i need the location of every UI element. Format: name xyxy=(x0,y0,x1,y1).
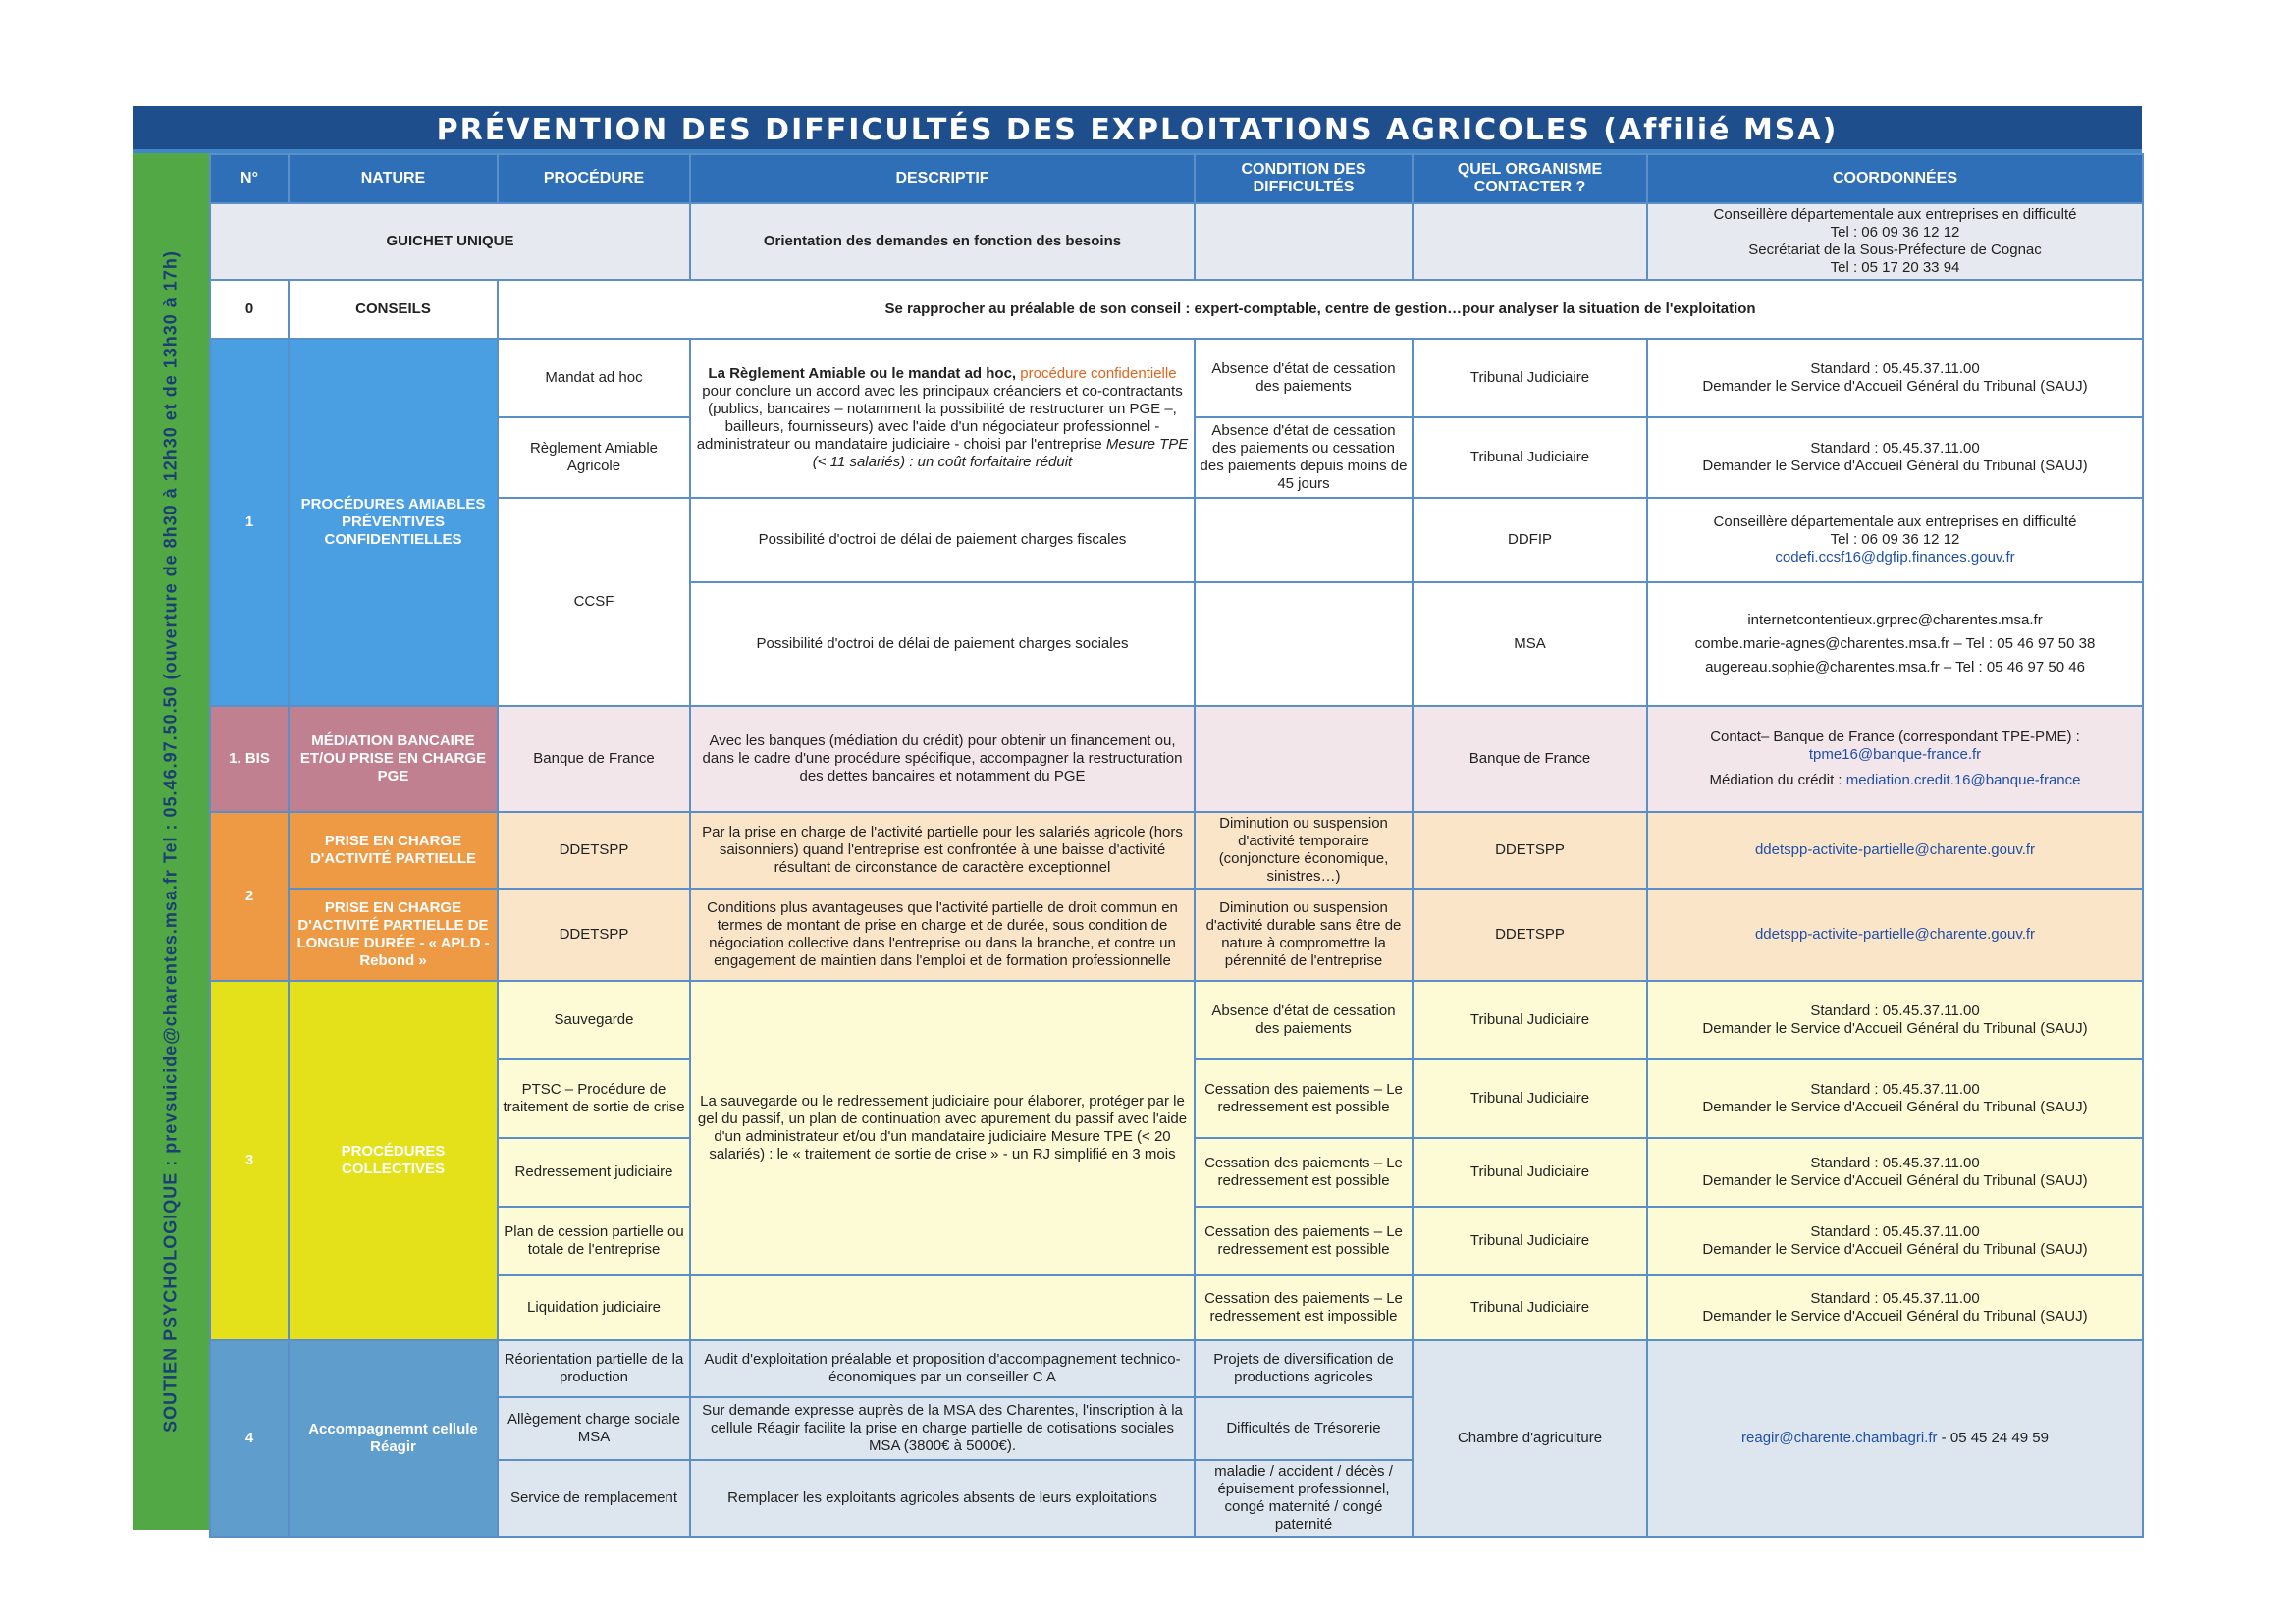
group2-nature-b: PRISE EN CHARGE D'ACTIVITÉ PARTIELLE DE LONGUE DURÉE - « APLD - Rebond » xyxy=(289,889,498,981)
org-ptsc: Tribunal Judiciaire xyxy=(1413,1059,1647,1138)
coord-ddfip-1: Conseillère départementale aux entreprises en difficulté xyxy=(1713,514,2077,530)
org-ddetspp-a: DDETSPP xyxy=(1413,812,1647,889)
coord-ddetspp-b[interactable]: ddetspp-activite-partielle@charente.gouv.fr xyxy=(1647,889,2143,981)
coord-mandat-std: Standard : 05.45.37.11.00 xyxy=(1810,360,1980,377)
coord-bdf-email[interactable]: tpme16@banque-france.fr xyxy=(1808,746,1982,763)
desc-collectives: La sauvegarde ou le redressement judiciaire pour élaborer, protéger par le gel du passif, un plan de continuation avec apurement du passif avec l'aide d'un administrateur et/ou d'un mandataire judiciaire Mesure TPE (< 20 salariés) : le « traitement de sortie de crise » - un RJ simplifié en 3 mois xyxy=(690,981,1195,1275)
coord-msa-1[interactable]: internetcontentieux.grprec@charentes.msa.fr xyxy=(1747,612,2043,628)
coord-sauvegarde-sauj: Demander le Service d'Accueil Général du Tribunal (SAUJ) xyxy=(1702,1020,2088,1037)
desc-bdf: Avec les banques (médiation du crédit) pour obtenir un financement ou, dans le cadre d'une procédure spécifique, accompagner la restructuration des dettes bancaires et notamment du PGE xyxy=(690,706,1195,812)
group1bis-nature: MÉDIATION BANCAIRE ET/OU PRISE EN CHARGE PGE xyxy=(289,706,498,812)
guichet-coord-2: Tel : 06 09 36 12 12 xyxy=(1830,224,1960,241)
group1-desc-orange: procédure confidentielle xyxy=(1016,365,1177,382)
coord-sauvegarde-std: Standard : 05.45.37.11.00 xyxy=(1810,1002,1980,1019)
group2-num: 2 xyxy=(210,812,289,981)
header-procedure: PROCÉDURE xyxy=(498,154,690,203)
proc-ddetspp-a: DDETSPP xyxy=(498,812,690,889)
coord-ddfip xyxy=(1647,498,2143,582)
row-apld xyxy=(210,889,2143,981)
coord-ptsc xyxy=(1647,1059,2143,1138)
cond-ptsc: Cessation des paiements – Le redressement est possible xyxy=(1195,1059,1413,1138)
org-ddfip: DDFIP xyxy=(1413,498,1647,582)
cond-remplacement: maladie / accident / décès / épuisement professionnel, congé maternité / congé paternité xyxy=(1195,1460,1413,1537)
desc-reorientation: Audit d'exploitation préalable et proposition d'accompagnement technico-économiques par un conseiller C A xyxy=(690,1340,1195,1397)
proc-bdf: Banque de France xyxy=(498,706,690,812)
group3-nature: PROCÉDURES COLLECTIVES xyxy=(289,981,498,1340)
cond-reorientation: Projets de diversification de productions agricoles xyxy=(1195,1340,1413,1397)
proc-ccsf: CCSF xyxy=(498,498,690,706)
proc-reglement: Règlement Amiable Agricole xyxy=(498,417,690,498)
row-reorientation xyxy=(210,1340,2143,1397)
group4-nature: Accompagnemnt cellule Réagir xyxy=(289,1340,498,1537)
cond-mandat: Absence d'état de cessation des paiements xyxy=(1195,339,1413,417)
group1-desc-ital: Mesure TPE (< 11 salariés) : un coût forfaitaire réduit xyxy=(812,436,1189,470)
coord-ddfip-email[interactable]: codefi.ccsf16@dgfip.finances.gouv.fr xyxy=(1775,549,2015,566)
desc-liquidation xyxy=(690,1275,1195,1340)
coord-redressement-std: Standard : 05.45.37.11.00 xyxy=(1810,1155,1980,1171)
cond-apld: Diminution ou suspension d'activité durable sans être de nature à compromettre la pérennité de l'entreprise xyxy=(1195,889,1413,981)
header-num: N° xyxy=(210,154,289,203)
coord-sauvegarde xyxy=(1647,981,2143,1059)
proc-sauvegarde: Sauvegarde xyxy=(498,981,690,1059)
sidebar-soutien-text: SOUTIEN PSYCHOLOGIQUE : prevsuicide@charentes.msa.fr Tel : 05.46.97.50.50 (ouverture de 8h30 à 12h30 et de 13h30 à 17h) xyxy=(160,250,181,1433)
guichet-coord-1: Conseillère départementale aux entreprises en difficulté xyxy=(1713,206,2077,223)
header-coordonnees: COORDONNÉES xyxy=(1647,154,2143,203)
group1-desc-rest: pour conclure un accord avec les principaux créanciers et co-contractants (publics, bancaires – notamment la possibilité de restructurer un PGE –, bailleurs, fournisseurs) avec l'aide d'un négociateur professionnel - administrateur ou mandataire judiciaire - choisi par l'entreprise xyxy=(696,383,1183,453)
coord-bdf-mediation-email[interactable]: mediation.credit.16@banque-france xyxy=(1845,772,2081,788)
guichet-condition xyxy=(1195,203,1413,280)
coord-reagir-email[interactable]: reagir@charente.chambagri.fr xyxy=(1741,1430,1938,1446)
coord-msa-2[interactable]: combe.marie-agnes@charentes.msa.fr – Tel : 05 46 97 50 38 xyxy=(1694,635,2096,652)
coord-ddfip-2: Tel : 06 09 36 12 12 xyxy=(1830,531,1960,548)
coord-bdf-1: Contact– Banque de France (correspondant TPE-PME) : xyxy=(1710,729,2080,745)
org-msa: MSA xyxy=(1413,582,1647,706)
cond-cession: Cessation des paiements – Le redressement est possible xyxy=(1195,1207,1413,1275)
page-title: PRÉVENTION DES DIFFICULTÉS DES EXPLOITATIONS AGRICOLES (Affilié MSA) xyxy=(133,106,2142,153)
cond-allegement: Difficultés de Trésorerie xyxy=(1195,1397,1413,1460)
conseils-text: Se rapprocher au préalable de son conseil : expert-comptable, centre de gestion…pour analyser la situation de l'exploitation xyxy=(498,280,2143,339)
cond-redressement: Cessation des paiements – Le redressement est possible xyxy=(1195,1138,1413,1207)
coord-bdf-mediation-label: Médiation du crédit : xyxy=(1709,772,1846,788)
coord-liquidation xyxy=(1647,1275,2143,1340)
coord-mandat-sauj: Demander le Service d'Accueil Général du Tribunal (SAUJ) xyxy=(1702,378,2088,395)
proc-ptsc: PTSC – Procédure de traitement de sortie de crise xyxy=(498,1059,690,1138)
org-reglement: Tribunal Judiciaire xyxy=(1413,417,1647,498)
group1-num: 1 xyxy=(210,339,289,706)
row-mediation xyxy=(210,706,2143,812)
coord-bdf xyxy=(1647,706,2143,812)
guichet-coord-3: Secrétariat de la Sous-Préfecture de Cognac xyxy=(1748,242,2042,258)
coord-cession-std: Standard : 05.45.37.11.00 xyxy=(1810,1223,1980,1240)
cond-liquidation: Cessation des paiements – Le redressement est impossible xyxy=(1195,1275,1413,1340)
group1-nature: PROCÉDURES AMIABLES PRÉVENTIVES CONFIDENTIELLES xyxy=(289,339,498,706)
coord-liquidation-std: Standard : 05.45.37.11.00 xyxy=(1810,1290,1980,1307)
coord-ptsc-sauj: Demander le Service d'Accueil Général du Tribunal (SAUJ) xyxy=(1702,1099,2088,1115)
desc-ccsf-social: Possibilité d'octroi de délai de paiement charges sociales xyxy=(690,582,1195,706)
row-guichet xyxy=(210,203,2143,280)
desc-allegement: Sur demande expresse auprès de la MSA des Charentes, l'inscription à la cellule Réagir facilite la prise en charge partielle de cotisations sociales MSA (3800€ à 5000€). xyxy=(690,1397,1195,1460)
procedures-table xyxy=(209,153,2144,1538)
row-sauvegarde xyxy=(210,981,2143,1059)
cond-reglement: Absence d'état de cessation des paiements ou cessation des paiements depuis moins de 45 jours xyxy=(1195,417,1413,498)
proc-reorientation: Réorientation partielle de la production xyxy=(498,1340,690,1397)
row-mandat xyxy=(210,339,2143,417)
coord-cession xyxy=(1647,1207,2143,1275)
desc-apld: Conditions plus avantageuses que l'activité partielle de droit commun en termes de montant de prise en charge et de durée, sous condition de négociation collective dans l'entreprise ou dans la branche, et contre un engagement de maintien dans l'emploi et de formation professionnelle xyxy=(690,889,1195,981)
proc-ddetspp-b: DDETSPP xyxy=(498,889,690,981)
cond-ccsf-fiscal xyxy=(1195,498,1413,582)
coord-reglement xyxy=(1647,417,2143,498)
conseils-num: 0 xyxy=(210,280,289,339)
coord-ddetspp-a[interactable]: ddetspp-activite-partielle@charente.gouv.fr xyxy=(1647,812,2143,889)
header-condition: CONDITION DES DIFFICULTÉS xyxy=(1195,154,1413,203)
coord-redressement xyxy=(1647,1138,2143,1207)
cond-ccsf-social xyxy=(1195,582,1413,706)
desc-remplacement: Remplacer les exploitants agricoles absents de leurs exploitations xyxy=(690,1460,1195,1537)
org-mandat: Tribunal Judiciaire xyxy=(1413,339,1647,417)
group1-desc-bold: La Règlement Amiable ou le mandat ad hoc, xyxy=(708,365,1017,382)
group2-nature-a: PRISE EN CHARGE D'ACTIVITÉ PARTIELLE xyxy=(289,812,498,889)
coord-cession-sauj: Demander le Service d'Accueil Général du Tribunal (SAUJ) xyxy=(1702,1241,2088,1258)
org-chambre: Chambre d'agriculture xyxy=(1413,1340,1647,1537)
row-ccsf-fiscal xyxy=(210,498,2143,582)
proc-mandat: Mandat ad hoc xyxy=(498,339,690,417)
proc-cession: Plan de cession partielle ou totale de l'entreprise xyxy=(498,1207,690,1275)
guichet-descriptif: Orientation des demandes en fonction des besoins xyxy=(690,203,1195,280)
org-cession: Tribunal Judiciaire xyxy=(1413,1207,1647,1275)
org-bdf: Banque de France xyxy=(1413,706,1647,812)
guichet-coordonnees xyxy=(1647,203,2143,280)
group3-num: 3 xyxy=(210,981,289,1340)
row-activite-partielle xyxy=(210,812,2143,889)
group1-descriptif xyxy=(690,339,1195,498)
group1bis-num: 1. BIS xyxy=(210,706,289,812)
coord-reglement-sauj: Demander le Service d'Accueil Général du Tribunal (SAUJ) xyxy=(1702,458,2088,474)
guichet-organisme xyxy=(1413,203,1647,280)
coord-bdf-mediation xyxy=(1652,772,2138,789)
conseils-nature: CONSEILS xyxy=(289,280,498,339)
coord-msa-3[interactable]: augereau.sophie@charentes.msa.fr – Tel : 05 46 97 50 46 xyxy=(1705,659,2085,676)
org-redressement: Tribunal Judiciaire xyxy=(1413,1138,1647,1207)
proc-redressement: Redressement judiciaire xyxy=(498,1138,690,1207)
header-nature: NATURE xyxy=(289,154,498,203)
coord-reagir xyxy=(1647,1340,2143,1537)
sidebar-band xyxy=(133,153,209,1530)
org-sauvegarde: Tribunal Judiciaire xyxy=(1413,981,1647,1059)
cond-bdf xyxy=(1195,706,1413,812)
coord-reglement-std: Standard : 05.45.37.11.00 xyxy=(1810,440,1980,457)
coord-liquidation-sauj: Demander le Service d'Accueil Général du Tribunal (SAUJ) xyxy=(1702,1308,2088,1325)
cond-sauvegarde: Absence d'état de cessation des paiements xyxy=(1195,981,1413,1059)
group4-num: 4 xyxy=(210,1340,289,1537)
coord-reagir-tel: - 05 45 24 49 59 xyxy=(1937,1430,2049,1446)
coord-redressement-sauj: Demander le Service d'Accueil Général du Tribunal (SAUJ) xyxy=(1702,1172,2088,1189)
row-liquidation xyxy=(210,1275,2143,1340)
header-organisme: QUEL ORGANISME CONTACTER ? xyxy=(1413,154,1647,203)
coord-ptsc-std: Standard : 05.45.37.11.00 xyxy=(1810,1081,1980,1098)
org-ddetspp-b: DDETSPP xyxy=(1413,889,1647,981)
desc-activite-partielle: Par la prise en charge de l'activité partielle pour les salariés agricole (hors saisonniers) quand l'entreprise est confrontée à une baisse d'activité résultant de circonstance de caractère exceptionnel xyxy=(690,812,1195,889)
coord-msa xyxy=(1647,582,2143,706)
row-conseils xyxy=(210,280,2143,339)
cond-activite-partielle: Diminution ou suspension d'activité temporaire (conjoncture économique, sinistres…) xyxy=(1195,812,1413,889)
guichet-coord-4: Tel : 05 17 20 33 94 xyxy=(1830,259,1960,276)
org-liquidation: Tribunal Judiciaire xyxy=(1413,1275,1647,1340)
coord-mandat xyxy=(1647,339,2143,417)
proc-allegement: Allègement charge sociale MSA xyxy=(498,1397,690,1460)
header-descriptif: DESCRIPTIF xyxy=(690,154,1195,203)
prevention-sheet xyxy=(133,106,2142,1533)
header-row xyxy=(210,154,2143,203)
proc-remplacement: Service de remplacement xyxy=(498,1460,690,1537)
guichet-nature: GUICHET UNIQUE xyxy=(210,203,690,280)
desc-ccsf-fiscal: Possibilité d'octroi de délai de paiement charges fiscales xyxy=(690,498,1195,582)
proc-liquidation: Liquidation judiciaire xyxy=(498,1275,690,1340)
